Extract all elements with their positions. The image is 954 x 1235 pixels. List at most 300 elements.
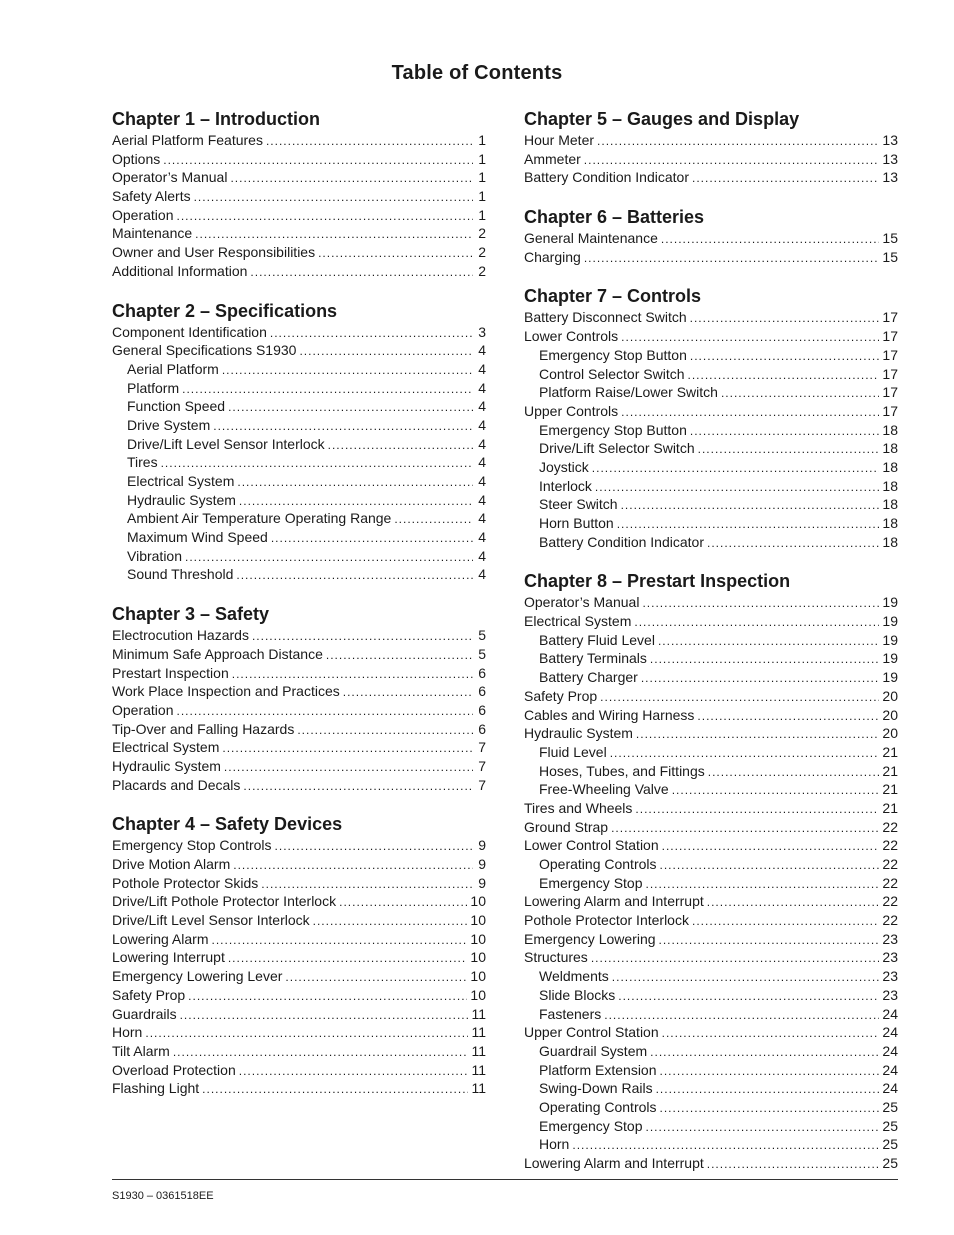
toc-entry-label: Overload Protection (112, 1061, 236, 1078)
dot-leader (610, 744, 880, 763)
toc-subentry[interactable] (524, 855, 898, 874)
toc-page-number: 17 (882, 384, 898, 401)
toc-subentry[interactable] (524, 649, 898, 668)
toc-subentry[interactable] (524, 421, 898, 440)
toc-entry[interactable] (524, 1023, 898, 1042)
dot-leader (176, 207, 473, 226)
toc-entry-label: Structures (524, 949, 588, 966)
toc-page-number: 23 (882, 968, 898, 985)
toc-page-number: 4 (478, 360, 486, 377)
toc-entry-label: Drive/Lift Selector Switch (539, 440, 695, 457)
toc-subentry[interactable] (112, 509, 486, 528)
toc-entry[interactable] (112, 206, 486, 225)
chapter-heading[interactable]: Chapter 2 – Specifications (112, 300, 338, 321)
toc-entry-label: Hydraulic System (127, 491, 236, 508)
toc-page-number: 22 (882, 837, 898, 854)
toc-entry-label: Drive System (127, 416, 211, 433)
toc-entry-label: Additional Information (112, 262, 248, 279)
toc-page-number: 25 (882, 1117, 898, 1134)
toc-page-number: 2 (478, 225, 486, 242)
toc-entry-label: Tires (127, 454, 158, 471)
toc-page-number: 19 (882, 594, 898, 611)
toc-left-column (112, 108, 486, 1117)
toc-subentry[interactable] (524, 668, 898, 687)
toc-page-number: 7 (478, 757, 486, 774)
toc-entry-label: Battery Condition Indicator (524, 169, 689, 186)
dot-leader (659, 931, 880, 950)
toc-entry[interactable] (112, 664, 486, 683)
dot-leader (656, 1080, 880, 1099)
toc-entry-label: Hydraulic System (112, 757, 221, 774)
toc-chapter (524, 570, 898, 1172)
dot-leader (646, 875, 880, 894)
toc-entry-label: Pothole Protector Skids (112, 874, 259, 891)
toc-page-number: 21 (882, 781, 898, 798)
dot-leader (252, 627, 473, 646)
toc-entry[interactable] (112, 187, 486, 206)
toc-page-number: 10 (470, 949, 486, 966)
toc-subentry[interactable] (524, 967, 898, 986)
toc-subentry[interactable] (112, 547, 486, 566)
dot-leader (707, 893, 880, 912)
toc-subentry[interactable] (524, 1061, 898, 1080)
toc-page-number: 22 (882, 856, 898, 872)
toc-subentry[interactable] (524, 495, 898, 514)
dot-leader (646, 1118, 880, 1137)
toc-entry-label: Upper Controls (524, 402, 619, 419)
toc-entry[interactable] (112, 645, 486, 664)
toc-page-number: 23 (882, 949, 898, 966)
toc-subentry[interactable] (524, 986, 898, 1005)
toc-subentry[interactable] (524, 1117, 898, 1136)
toc-subentry[interactable] (524, 1042, 898, 1061)
toc-page-number: 21 (882, 762, 898, 779)
toc-entry-label: Lower Controls (524, 328, 619, 345)
toc-page-number: 18 (882, 458, 898, 475)
toc-subentry[interactable] (112, 528, 486, 547)
dot-leader (612, 968, 880, 987)
toc-entry-label: Horn (539, 1136, 570, 1153)
dot-leader (662, 1024, 880, 1043)
toc-subentry[interactable] (524, 1079, 898, 1098)
toc-entry-label: Platform Raise/Lower Switch (539, 384, 718, 401)
chapter-heading[interactable]: Chapter 4 – Safety Devices (112, 814, 343, 835)
toc-entry[interactable] (524, 248, 898, 267)
toc-entry-label: Safety Alerts (112, 188, 191, 205)
toc-page-number: 18 (882, 477, 898, 494)
dot-leader (222, 739, 473, 758)
page-title: Table of Contents (391, 62, 563, 84)
toc-subentry[interactable] (112, 416, 486, 435)
dot-leader (707, 1155, 880, 1174)
toc-subentry[interactable] (524, 874, 898, 893)
dot-leader (261, 875, 473, 894)
dot-leader (222, 361, 473, 380)
toc-page-number: 4 (478, 547, 486, 564)
dot-leader (343, 683, 473, 702)
dot-leader (271, 529, 473, 548)
toc-entry[interactable] (112, 323, 486, 342)
toc-page-number: 25 (882, 1155, 898, 1171)
toc-page-number: 13 (882, 150, 898, 167)
toc-subentry[interactable] (112, 379, 486, 398)
dot-leader (584, 249, 880, 268)
toc-entry[interactable] (112, 738, 486, 757)
dot-leader (617, 515, 880, 534)
dot-leader (232, 665, 473, 684)
toc-page-number: 10 (470, 968, 486, 985)
toc-page-number: 1 (478, 188, 486, 205)
dot-leader (230, 169, 473, 188)
toc-entry-label: Aerial Platform (127, 360, 219, 377)
toc-page-number: 11 (471, 1080, 486, 1097)
toc-page-number: 17 (882, 309, 898, 326)
toc-page-number: 21 (882, 743, 898, 760)
toc-entry-label: Fasteners (539, 1005, 602, 1022)
toc-subentry[interactable] (112, 453, 486, 472)
toc-entry-label: Tires and Wheels (524, 799, 633, 816)
toc-page-number: 10 (470, 986, 486, 1003)
dot-leader (650, 1043, 879, 1062)
toc-entry-label: Options (112, 150, 161, 167)
toc-entry[interactable] (112, 131, 486, 150)
toc-page-number: 4 (478, 416, 486, 433)
toc-entry-label: Pothole Protector Interlock (524, 912, 689, 929)
toc-entry-label: Safety Prop (112, 986, 186, 1003)
chapter-heading[interactable]: Chapter 8 – Prestart Inspection (524, 571, 791, 592)
toc-subentry[interactable] (112, 565, 486, 584)
toc-entry[interactable] (112, 168, 486, 187)
toc-page-number: 24 (882, 1042, 898, 1059)
toc-entry[interactable] (112, 930, 486, 949)
toc-subentry[interactable] (524, 514, 898, 533)
dot-leader (228, 398, 473, 417)
toc-entry-label: Electrical System (127, 473, 235, 489)
toc-page-number: 4 (478, 435, 486, 452)
toc-entry-label: Battery Terminals (539, 650, 647, 667)
toc-entry[interactable] (112, 986, 486, 1005)
toc-entry[interactable] (112, 776, 486, 795)
dot-leader (618, 987, 879, 1006)
dot-leader (250, 263, 473, 282)
dot-leader (313, 912, 468, 931)
toc-page-number: 20 (882, 725, 898, 742)
toc-entry[interactable] (112, 948, 486, 967)
dot-leader (621, 496, 880, 515)
dot-leader (237, 473, 473, 492)
chapter-heading[interactable]: Chapter 1 – Introduction (112, 109, 321, 129)
toc-chapter (524, 285, 898, 551)
dot-leader (318, 244, 473, 263)
toc-entry[interactable] (524, 724, 898, 743)
dot-leader (690, 309, 880, 328)
toc-subentry[interactable] (524, 1005, 898, 1024)
toc-page-number: 4 (478, 529, 486, 546)
toc-subentry[interactable] (524, 458, 898, 477)
toc-entry-label: Control Selector Switch (539, 365, 685, 382)
toc-entry-label: Lowering Alarm and Interrupt (524, 893, 704, 910)
chapter-heading[interactable]: Chapter 3 – Safety (112, 604, 270, 625)
toc-entry[interactable] (112, 757, 486, 776)
toc-page-number: 18 (882, 533, 898, 550)
toc-entry-label: Operating Controls (539, 856, 657, 872)
toc-entry[interactable] (112, 855, 486, 874)
toc-page-number: 11 (471, 1061, 486, 1078)
toc-page-number: 19 (882, 631, 898, 648)
toc-entry-label: Drive/Lift Level Sensor Interlock (127, 435, 325, 452)
toc-subentry[interactable] (112, 472, 486, 491)
toc-page-number: 4 (478, 566, 486, 583)
toc-entry-label: Cables and Wiring Harness (524, 706, 695, 723)
toc-page-number: 19 (882, 613, 898, 630)
toc-subentry[interactable] (524, 346, 898, 365)
toc-page-number: 24 (882, 1061, 898, 1078)
toc-entry-label: Aerial Platform Features (112, 132, 263, 148)
toc-page-number: 6 (478, 664, 486, 681)
toc-entry-label: Hydraulic System (524, 725, 633, 742)
toc-chapter (112, 108, 486, 281)
toc-entry-label: Maintenance (112, 225, 193, 242)
toc-page-number: 4 (478, 398, 486, 415)
dot-leader (285, 968, 467, 987)
toc-subentry[interactable] (112, 491, 486, 510)
toc-entry[interactable] (112, 341, 486, 360)
toc-chapter (524, 206, 898, 266)
toc-entry[interactable] (524, 706, 898, 725)
dot-leader (239, 492, 473, 511)
toc-subentry[interactable] (112, 360, 486, 379)
toc-page-number: 15 (882, 248, 898, 265)
dot-leader (202, 1080, 468, 1099)
toc-entry-label: Lowering Alarm and Interrupt (524, 1155, 704, 1171)
toc-entry-label: Electrical System (112, 739, 220, 756)
toc-subentry[interactable] (524, 762, 898, 781)
dot-leader (145, 1024, 468, 1043)
toc-entry[interactable] (112, 150, 486, 169)
toc-entry[interactable] (112, 967, 486, 986)
dot-leader (339, 893, 467, 912)
toc-right-column (524, 108, 898, 1192)
toc-entry[interactable] (112, 243, 486, 262)
toc-page-number: 18 (882, 440, 898, 457)
toc-subentry[interactable] (112, 435, 486, 454)
toc-page-number: 10 (470, 912, 486, 929)
toc-entry-label: Weldments (539, 968, 609, 985)
toc-entry-label: Slide Blocks (539, 986, 616, 1003)
dot-leader (688, 366, 880, 385)
dot-leader (636, 725, 880, 744)
toc-entry-label: Prestart Inspection (112, 664, 229, 681)
toc-entry[interactable] (112, 701, 486, 720)
toc-page-number: 22 (882, 912, 898, 929)
toc-entry-label: Drive Motion Alarm (112, 856, 231, 872)
toc-page-number: 4 (478, 342, 486, 359)
toc-entry[interactable] (112, 720, 486, 739)
toc-entry-label: Hoses, Tubes, and Fittings (539, 762, 705, 779)
dot-leader (584, 151, 880, 170)
dot-leader (224, 758, 473, 777)
toc-entry[interactable] (112, 836, 486, 855)
toc-chapter (112, 813, 486, 1098)
toc-entry-label: Platform Extension (539, 1061, 657, 1078)
toc-page-number: 19 (882, 650, 898, 667)
toc-entry[interactable] (112, 911, 486, 930)
toc-entry[interactable] (524, 327, 898, 346)
dot-leader (299, 342, 473, 361)
toc-entry-label: Minimum Safe Approach Distance (112, 645, 323, 662)
toc-page-number: 24 (882, 1005, 898, 1022)
toc-entry[interactable] (112, 626, 486, 645)
toc-entry[interactable] (524, 818, 898, 837)
toc-page-number: 7 (478, 776, 486, 793)
toc-subentry[interactable] (524, 631, 898, 650)
toc-page-number: 22 (882, 874, 898, 891)
dot-leader (707, 534, 879, 553)
toc-chapter (112, 300, 486, 585)
toc-page-number: 10 (470, 930, 486, 947)
toc-page-number: 24 (882, 1024, 898, 1041)
toc-page-number: 25 (882, 1098, 898, 1115)
toc-entry-label: Interlock (539, 477, 592, 494)
toc-entry[interactable] (524, 150, 898, 169)
toc-entry-label: Emergency Stop (539, 874, 643, 891)
toc-entry-label: Platform (127, 379, 180, 396)
toc-entry-label: Operator’s Manual (112, 169, 228, 186)
toc-entry[interactable] (524, 687, 898, 706)
toc-entry[interactable] (524, 930, 898, 949)
toc-entry[interactable] (524, 911, 898, 930)
toc-entry-label: Emergency Lowering (524, 930, 656, 947)
toc-entry-label: Electrocution Hazards (112, 627, 249, 644)
toc-page-number: 6 (478, 701, 486, 718)
toc-page-number: 17 (882, 328, 898, 345)
toc-subentry[interactable] (524, 533, 898, 552)
toc-subentry[interactable] (524, 1098, 898, 1117)
toc-entry-label: Joystick (539, 458, 589, 475)
toc-subentry[interactable] (524, 439, 898, 458)
dot-leader (161, 454, 473, 473)
dot-leader (658, 632, 879, 651)
toc-entry[interactable] (112, 874, 486, 893)
toc-entry-label: Tip-Over and Falling Hazards (112, 720, 295, 737)
toc-page-number: 1 (478, 132, 486, 148)
toc-subentry[interactable] (524, 365, 898, 384)
toc-entry-label: Horn (112, 1024, 143, 1041)
toc-entry-label: Horn Button (539, 515, 614, 531)
toc-subentry[interactable] (524, 1135, 898, 1154)
toc-subentry[interactable] (524, 780, 898, 799)
dot-leader (641, 669, 880, 688)
toc-entry-label: Free-Wheeling Valve (539, 781, 669, 798)
dot-leader (721, 384, 879, 403)
toc-entry-label: Lowering Interrupt (112, 949, 225, 966)
toc-entry[interactable] (524, 1154, 898, 1173)
toc-subentry[interactable] (112, 397, 486, 416)
toc-entry[interactable] (524, 229, 898, 248)
toc-entry-label: Operation (112, 206, 174, 223)
dot-leader (328, 436, 473, 455)
dot-leader (635, 800, 879, 819)
toc-entry[interactable] (524, 402, 898, 421)
toc-entry-label: General Maintenance (524, 230, 658, 247)
toc-page-number: 22 (882, 893, 898, 910)
dot-leader (182, 380, 473, 399)
dot-leader (634, 613, 879, 632)
dot-leader (266, 132, 473, 151)
toc-chapter (524, 108, 898, 187)
toc-page-number: 23 (882, 930, 898, 947)
toc-entry[interactable] (112, 262, 486, 281)
toc-entry-label: Safety Prop (524, 687, 598, 704)
toc-page-number: 5 (478, 645, 486, 662)
toc-entry[interactable] (524, 131, 898, 150)
dot-leader (176, 702, 473, 721)
toc-entry[interactable] (112, 1042, 486, 1061)
toc-entry-label: Battery Condition Indicator (539, 533, 704, 550)
toc-entry-label: Placards and Decals (112, 776, 241, 793)
toc-entry[interactable] (112, 1023, 486, 1042)
toc-page-number: 2 (478, 244, 486, 261)
toc-entry[interactable] (112, 224, 486, 243)
dot-leader (697, 707, 879, 726)
toc-entry-label: Upper Control Station (524, 1024, 659, 1041)
toc-subentry[interactable] (524, 383, 898, 402)
toc-entry[interactable] (524, 593, 898, 612)
toc-entry[interactable] (524, 168, 898, 187)
toc-page-number: 9 (478, 874, 486, 891)
toc-page-number: 21 (882, 799, 898, 816)
toc-page-number: 6 (478, 683, 486, 700)
toc-page-number: 5 (478, 627, 486, 644)
toc-page-number: 11 (471, 1042, 486, 1059)
toc-entry-label: Drive/Lift Level Sensor Interlock (112, 912, 310, 929)
dot-leader (698, 440, 880, 459)
toc-subentry[interactable] (524, 477, 898, 496)
toc-entry[interactable] (112, 892, 486, 911)
toc-entry-label: General Specifications S1930 (112, 342, 297, 359)
toc-subentry[interactable] (524, 743, 898, 762)
toc-entry-label: Battery Fluid Level (539, 631, 655, 648)
document-footer: S1930 – 0361518EE (112, 1190, 214, 1202)
toc-entry[interactable] (112, 682, 486, 701)
dot-leader (275, 837, 473, 856)
toc-entry[interactable] (112, 1005, 486, 1024)
chapter-heading[interactable]: Chapter 5 – Gauges and Display (524, 109, 800, 129)
chapter-heading[interactable]: Chapter 6 – Batteries (524, 207, 705, 228)
toc-entry-label: Lower Control Station (524, 837, 659, 854)
toc-page-number: 20 (882, 687, 898, 704)
dot-leader (180, 1006, 469, 1025)
dot-leader (326, 646, 473, 665)
toc-entry[interactable] (112, 1079, 486, 1098)
toc-page-number: 22 (882, 818, 898, 835)
dot-leader (692, 169, 879, 188)
toc-entry[interactable] (524, 799, 898, 818)
toc-entry[interactable] (524, 612, 898, 631)
toc-entry[interactable] (112, 1061, 486, 1080)
toc-entry[interactable] (524, 308, 898, 327)
toc-entry[interactable] (524, 948, 898, 967)
toc-entry-label: Flashing Light (112, 1080, 200, 1097)
dot-leader (660, 1062, 880, 1081)
chapter-heading[interactable]: Chapter 7 – Controls (524, 286, 702, 307)
toc-entry[interactable] (524, 892, 898, 911)
toc-entry-label: Guardrails (112, 1005, 177, 1022)
dot-leader (611, 819, 879, 838)
dot-leader (672, 781, 880, 800)
toc-entry[interactable] (524, 836, 898, 855)
toc-page-number: 18 (882, 421, 898, 438)
